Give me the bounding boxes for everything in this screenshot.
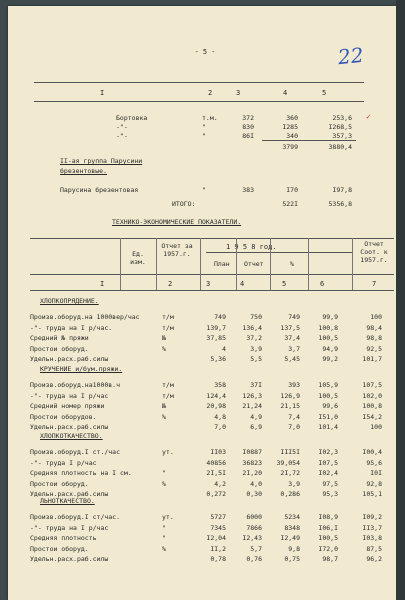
total-label: ИТОГО:: [172, 200, 196, 208]
value-plan: I2,43: [242, 534, 262, 542]
main-col-number: 7: [372, 280, 377, 288]
section-title: КРУЧЕНИЕ и/бум.пряжи.: [40, 365, 123, 373]
value-report-1958: III5I: [280, 448, 300, 456]
value-report-1958: 8348: [284, 523, 300, 532]
value-plan: 2I,20: [242, 469, 262, 477]
value-report-1957: I2,04: [206, 534, 226, 542]
value-percent: 95,3: [322, 490, 338, 498]
column-divider: [308, 238, 309, 290]
value-plan: 6,9: [250, 423, 262, 431]
main-table-rule: [30, 238, 394, 239]
section-title: ХЛОПКОПРЯДЕНИЕ.: [40, 297, 99, 305]
indicator-name: Удельн.расх.раб.силы: [30, 423, 109, 431]
indicator-name: Простои оборуд.: [30, 479, 89, 488]
value-ratio-1957: 96,2: [366, 555, 382, 563]
value-report-1958: 749: [288, 313, 300, 321]
top-row-c5: I268,5: [328, 123, 352, 131]
section-title: ЛЬНОТКАЧЕСТВО.: [40, 497, 95, 505]
value-ratio-1957: 87,5: [366, 544, 382, 553]
top-col-number: 5: [322, 89, 327, 97]
group-subtitle: брезентовые.: [60, 167, 107, 175]
value-percent: 99,9: [322, 313, 338, 321]
indicator-name: Простои оборуд.: [30, 544, 89, 553]
indicator-name: Средний номер пряжи: [30, 402, 105, 410]
indicator-unit: т/м: [162, 323, 174, 332]
top-row-c4: 340: [286, 132, 298, 140]
value-report-1957: 5,36: [210, 355, 226, 363]
value-plan: 750: [250, 313, 262, 321]
indicator-name: -"- труда на I р/час: [30, 523, 109, 532]
indicator-unit: %: [162, 344, 166, 353]
value-plan: 0,76: [246, 555, 262, 563]
value-report-1958: 21,15: [280, 402, 300, 410]
value-report-1958: 2I,72: [280, 469, 300, 477]
value-report-1957: 139,7: [206, 323, 226, 332]
indicator-name: -"- труда на I р/час: [30, 391, 109, 400]
value-report-1958: 3,9: [288, 479, 300, 488]
value-report-1957: 7345: [210, 523, 226, 532]
head-plan: План: [214, 260, 230, 268]
parus-row-unit: ": [202, 186, 206, 194]
value-ratio-1957: 92,8: [366, 479, 382, 488]
value-report-1957: 20,98: [206, 402, 226, 410]
indicator-name: Удельн.расх.раб.силы: [30, 490, 109, 498]
top-col-number: 4: [283, 89, 288, 97]
top-row-c4: 3799: [282, 143, 298, 151]
indicator-name: Средняя плотность: [30, 534, 97, 542]
indicator-unit: ": [162, 534, 166, 542]
indicator-name: Удельн.расх.раб.силы: [30, 355, 109, 363]
value-plan: 5,5: [250, 355, 262, 363]
indicator-name: Произв.оборуд.на 1000вер/час: [30, 313, 140, 321]
indicator-name: Средний № пряжи: [30, 334, 89, 342]
indicator-unit: %: [162, 479, 166, 488]
column-divider: [120, 238, 121, 290]
indicator-name: Произв.оборуд.I ст/час.: [30, 513, 121, 521]
main-col-number: I: [100, 280, 105, 288]
value-ratio-1957: I00,4: [362, 448, 382, 456]
main-col-number: 2: [168, 280, 173, 288]
value-ratio-1957: 98,8: [366, 334, 382, 342]
value-percent: 99,6: [322, 402, 338, 410]
column-divider: [236, 238, 237, 290]
value-report-1957: 5727: [210, 513, 226, 521]
value-report-1958: 39,054: [276, 458, 300, 467]
value-plan: 37,2: [246, 334, 262, 342]
value-report-1957: II03: [210, 448, 226, 456]
value-percent: 100,5: [318, 391, 338, 400]
value-plan: I0887: [242, 448, 262, 456]
value-percent: 94,9: [322, 344, 338, 353]
value-ratio-1957: 100: [370, 313, 382, 321]
top-row-unit: ": [202, 123, 206, 131]
value-percent: 100,8: [318, 323, 338, 332]
indicator-unit: ут.: [162, 448, 174, 456]
value-report-1957: 2I,5I: [206, 469, 226, 477]
red-check-mark: ✓: [366, 112, 371, 121]
top-row-unit: ": [202, 132, 206, 140]
value-percent: I07,5: [318, 458, 338, 467]
top-table-rule: [34, 101, 364, 102]
top-row-c5: 3880,4: [328, 143, 352, 151]
value-percent: 101,4: [318, 423, 338, 431]
value-percent: I02,4: [318, 469, 338, 477]
page-number: - 5 -: [194, 48, 216, 56]
value-ratio-1957: I0I: [370, 469, 382, 477]
top-row-c4: I285: [282, 123, 298, 131]
value-ratio-1957: I03,8: [362, 534, 382, 542]
indicator-unit: ": [162, 469, 166, 477]
value-ratio-1957: 95,6: [366, 458, 382, 467]
value-ratio-1957: 101,7: [362, 355, 382, 363]
indicator-name: Средняя плотность на I см.: [30, 469, 132, 477]
indicator-unit: №: [162, 402, 166, 410]
value-report-1958: 3,7: [288, 344, 300, 353]
value-ratio-1957: 102,0: [362, 391, 382, 400]
top-row-name: -"-: [116, 132, 128, 140]
column-divider: [156, 238, 157, 290]
top-row-name: -"-: [116, 123, 128, 131]
value-report-1957: 7,0: [214, 423, 226, 431]
indicator-name: -"- труда I р/час: [30, 458, 97, 467]
subtotal-rule: [262, 140, 356, 141]
value-report-1958: 0,286: [280, 490, 300, 498]
value-ratio-1957: 100,8: [362, 402, 382, 410]
value-ratio-1957: 107,5: [362, 381, 382, 389]
value-plan: 3,9: [250, 344, 262, 353]
value-plan: 136,4: [242, 323, 262, 332]
year-rule: [206, 252, 352, 253]
value-percent: I72,0: [318, 544, 338, 553]
main-col-number: 3: [206, 280, 211, 288]
value-report-1957: 358: [214, 381, 226, 389]
value-report-1958: 0,75: [284, 555, 300, 563]
column-divider: [352, 238, 353, 290]
value-percent: I02,3: [318, 448, 338, 456]
column-divider: [200, 238, 201, 290]
main-table-rule: [30, 290, 394, 291]
value-percent: I51,0: [318, 412, 338, 421]
value-ratio-1957: I54,2: [362, 412, 382, 421]
column-divider: [270, 238, 271, 290]
indicator-unit: т/м: [162, 313, 174, 321]
indicator-name: Простои оборудов.: [30, 412, 97, 421]
parus-row-name: Парусина брезентовая: [60, 186, 139, 194]
value-report-1958: 7,0: [288, 423, 300, 431]
value-ratio-1957: 105,1: [362, 490, 382, 498]
top-col-number: 3: [236, 89, 241, 97]
parus-row-c5: I97,8: [332, 186, 352, 194]
value-report-1958: 137,5: [280, 323, 300, 332]
indicator-name: Произв.оборуд.на1000в.ч: [30, 381, 121, 389]
main-col-number: 5: [282, 280, 287, 288]
top-table-rule: [34, 82, 364, 83]
indicator-unit: т/м: [162, 381, 174, 389]
indicator-name: Произв.оборуд.I ст./час: [30, 448, 121, 456]
top-row-c3: 86I: [242, 132, 254, 140]
value-ratio-1957: 98,4: [366, 323, 382, 332]
value-report-1958: 393: [288, 381, 300, 389]
indicator-unit: ут.: [162, 513, 174, 521]
value-report-1957: 0,78: [210, 555, 226, 563]
total-c4: 522I: [282, 200, 298, 208]
top-row-unit: т.м.: [202, 114, 218, 122]
head-ratio: Отчет Соот. к 1957.г.: [360, 240, 388, 264]
value-report-1958: 126,9: [280, 391, 300, 400]
head-unit: Ед. изм.: [130, 250, 146, 266]
value-percent: I06,I: [318, 523, 338, 532]
top-col-number: 2: [208, 89, 213, 97]
value-report-1957: 124,4: [206, 391, 226, 400]
top-col-number: I: [100, 89, 105, 97]
head-report: Отчет: [244, 260, 264, 268]
scan-edge: [396, 0, 405, 600]
value-percent: 99,2: [322, 355, 338, 363]
top-row-c4: 360: [286, 114, 298, 122]
value-plan: 37I: [250, 381, 262, 389]
indicator-unit: %: [162, 412, 166, 421]
top-row-c3: 830: [242, 123, 254, 131]
value-percent: 97,5: [322, 479, 338, 488]
value-report-1958: 5,45: [284, 355, 300, 363]
value-plan: 21,24: [242, 402, 262, 410]
value-plan: 126,3: [242, 391, 262, 400]
parus-row-c4: I70: [286, 186, 298, 194]
indicator-name: Удельн.расх.раб.силы: [30, 555, 109, 563]
value-plan: 6000: [246, 513, 262, 521]
value-report-1957: II,2: [210, 544, 226, 553]
indicator-unit: ": [162, 523, 166, 532]
value-percent: 105,9: [318, 381, 338, 389]
value-plan: 4,9: [250, 412, 262, 421]
head-year: 1 9 5 8 год.: [226, 243, 277, 251]
indicator-name: Простои оборуд.: [30, 344, 89, 353]
value-ratio-1957: II3,7: [362, 523, 382, 532]
value-plan: 7866: [246, 523, 262, 532]
handwritten-page-number: 22: [336, 42, 365, 70]
total-c5: 5356,8: [328, 200, 352, 208]
main-table-rule: [30, 274, 394, 275]
value-ratio-1957: I09,2: [362, 513, 382, 521]
value-report-1957: 749: [214, 313, 226, 321]
value-ratio-1957: 92,5: [366, 344, 382, 353]
value-percent: I08,9: [318, 513, 338, 521]
value-report-1957: 37,85: [206, 334, 226, 342]
top-row-c5: 357,3: [332, 132, 352, 140]
value-report-1958: 9,8: [288, 544, 300, 553]
group-title: II-ая группа Парусини: [60, 157, 143, 165]
value-percent: 100,5: [318, 334, 338, 342]
top-row-c5: 253,6: [332, 114, 352, 122]
value-report-1958: I2,49: [280, 534, 300, 542]
main-col-number: 6: [320, 280, 325, 288]
value-plan: 5,7: [250, 544, 262, 553]
top-row-name: Бортовка: [116, 114, 148, 122]
indicator-unit: т/м: [162, 391, 174, 400]
parus-row-c3: 383: [242, 186, 254, 194]
head-pct: %: [290, 260, 294, 268]
indicator-unit: №: [162, 334, 166, 342]
value-report-1957: 40856: [206, 458, 226, 467]
main-col-number: 4: [240, 280, 245, 288]
value-report-1958: 37,4: [284, 334, 300, 342]
section-title: ХЛОПКОТКАЧЕСТВО.: [40, 432, 103, 440]
value-percent: 98,7: [322, 555, 338, 563]
value-plan: 0,30: [246, 490, 262, 498]
value-percent: I00,5: [318, 534, 338, 542]
value-report-1958: 7,4: [288, 412, 300, 421]
value-report-1958: 5234: [284, 513, 300, 521]
value-plan: 4,0: [250, 479, 262, 488]
value-plan: 36823: [242, 458, 262, 467]
value-report-1957: 4,2: [214, 479, 226, 488]
tep-title: ТЕХНИКО-ЭКОНОМИЧЕСКИЕ ПОКАЗАТЕЛИ.: [112, 218, 242, 226]
indicator-unit: %: [162, 544, 166, 553]
indicator-name: -"- труда на I р/час.: [30, 323, 113, 332]
head-report-1957: Отчет за 1957.г.: [161, 242, 193, 258]
top-row-c3: 372: [242, 114, 254, 122]
value-ratio-1957: 100: [370, 423, 382, 431]
value-report-1957: 4: [222, 344, 226, 353]
value-report-1957: 4,8: [214, 412, 226, 421]
value-report-1957: 0,272: [206, 490, 226, 498]
